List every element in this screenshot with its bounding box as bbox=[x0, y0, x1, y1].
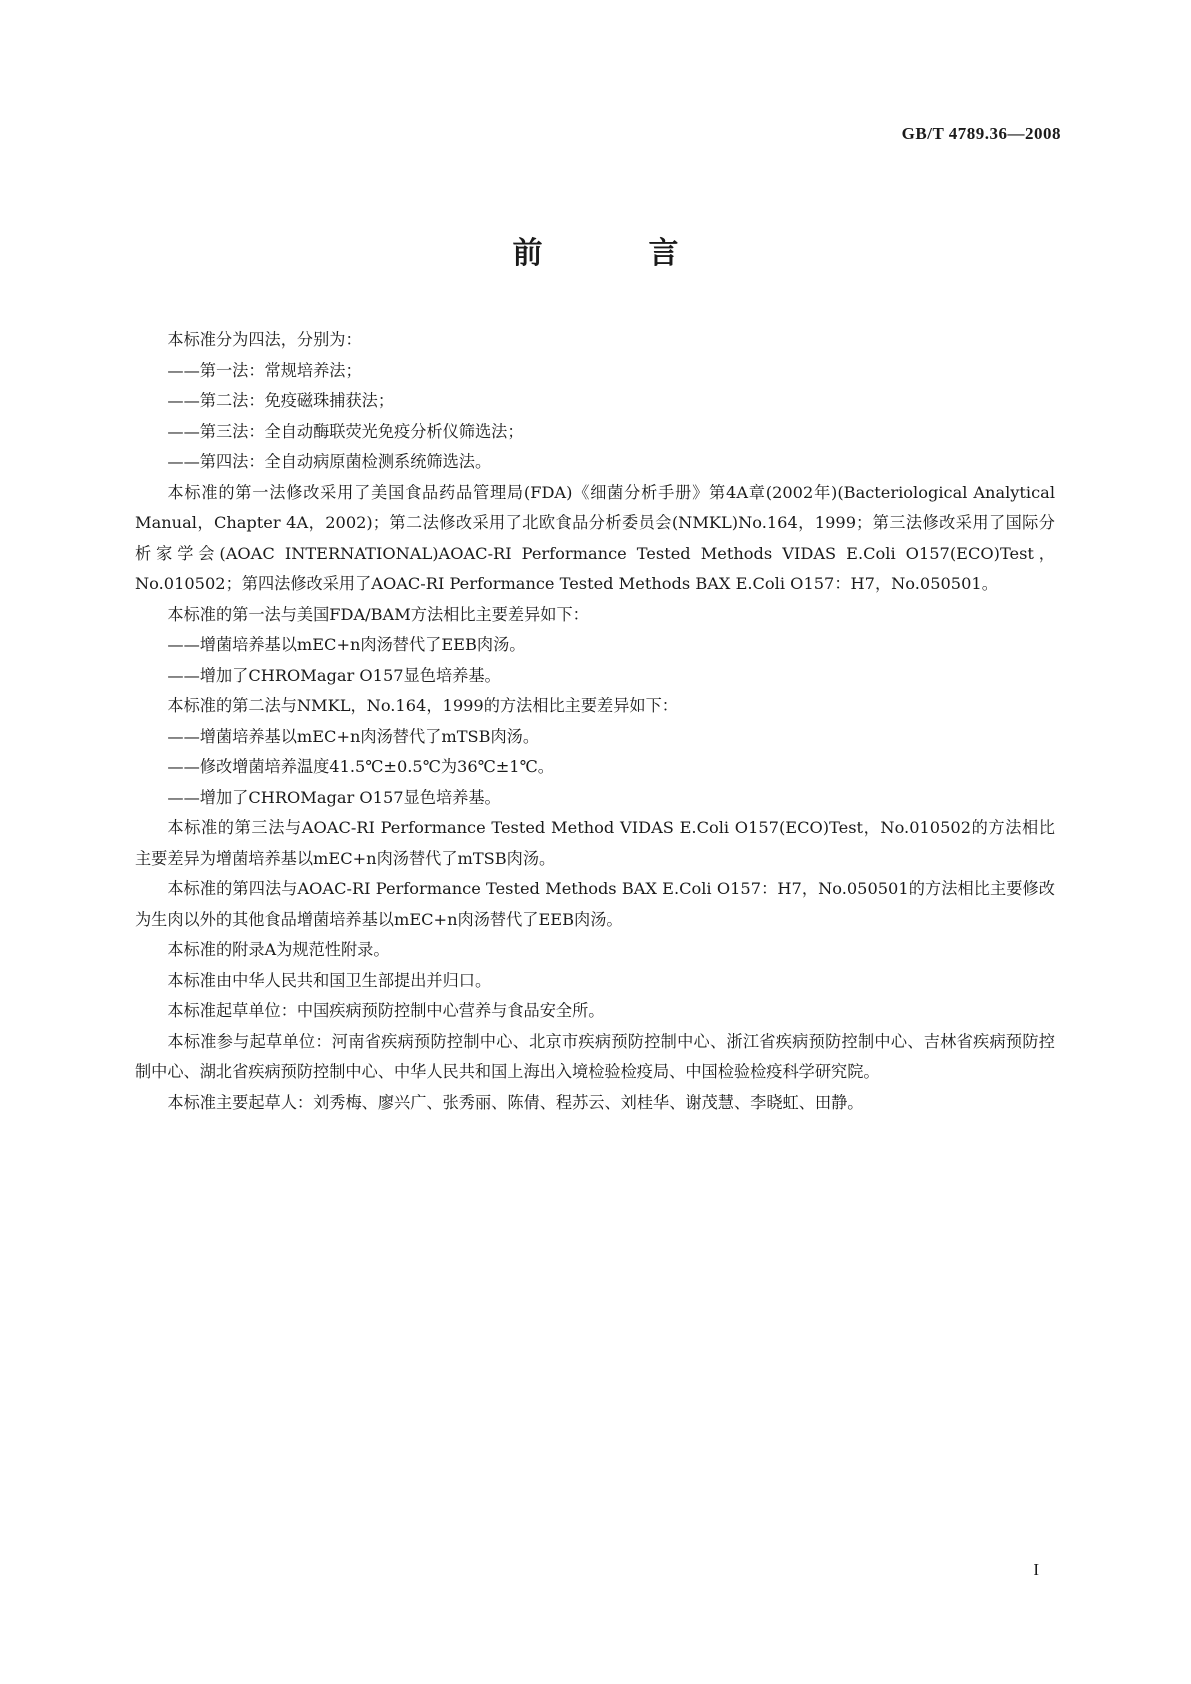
paragraph: 本标准的第四法与AOAC-RI Performance Tested Methods BAX E.Coli O157：H7，No.050501的方法相比主要修改为生肉以外的其他食品增菌培养基以mEC+n肉汤替代了EEB肉汤。 bbox=[135, 879, 1055, 929]
paragraph: 本标准参与起草单位：河南省疾病预防控制中心、北京市疾病预防控制中心、浙江省疾病预防控制中心、吉林省疾病预防控制中心、湖北省疾病预防控制中心、中华人民共和国上海出入境检验检疫局、中国检验检疫科学研究院。 bbox=[135, 1031, 1055, 1081]
document-code: GB/T 4789.36—2008 bbox=[901, 124, 1061, 143]
paragraph: 本标准由中华人民共和国卫生部提出并归口。 bbox=[167, 970, 492, 990]
paragraph: 本标准的第一法与美国FDA/BAM方法相比主要差异如下： bbox=[167, 604, 589, 624]
paragraph: 本标准分为四法，分别为： bbox=[167, 330, 362, 349]
paragraph: 本标准的第三法与AOAC-RI Performance Tested Method VIDAS E.Coli O157(ECO)Test，No.010502的方法相比主要差异为增菌培养基以mEC+n肉汤替代了mTSB肉汤。 bbox=[135, 818, 1055, 868]
paragraph: 本标准的附录A为规范性附录。 bbox=[167, 940, 390, 959]
page-number: I bbox=[1033, 1560, 1039, 1579]
list-item: ——增加了CHROMagar O157显色培养基。 bbox=[167, 665, 501, 685]
list-item: ——增菌培养基以mEC+n肉汤替代了EEB肉汤。 bbox=[167, 635, 526, 654]
list-item: ——修改增菌培养温度41.5℃±0.5℃为36℃±1℃。 bbox=[167, 757, 554, 776]
paragraph: 本标准起草单位：中国疾病预防控制中心营养与食品安全所。 bbox=[167, 1001, 605, 1020]
list-item: ——增加了CHROMagar O157显色培养基。 bbox=[167, 787, 501, 807]
paragraph: 本标准的第二法与NMKL，No.164，1999的方法相比主要差异如下： bbox=[167, 696, 678, 715]
list-item: ——第一法：常规培养法； bbox=[167, 360, 362, 380]
page-title: 前 言 bbox=[512, 236, 717, 271]
paragraph: 本标准主要起草人：刘秀梅、廖兴广、张秀丽、陈倩、程苏云、刘桂华、谢茂慧、李晓虹、田静。 bbox=[167, 1092, 864, 1112]
list-item: ——第四法：全自动病原菌检测系统筛选法。 bbox=[167, 452, 492, 471]
list-item: ——增菌培养基以mEC+n肉汤替代了mTSB肉汤。 bbox=[167, 726, 540, 746]
preface-body bbox=[135, 325, 1055, 1118]
list-item: ——第二法：免疫磁珠捕获法； bbox=[167, 391, 395, 410]
list-item: ——第三法：全自动酶联荧光免疫分析仪筛选法； bbox=[167, 421, 524, 441]
paragraph: 本标准的第一法修改采用了美国食品药品管理局(FDA)《细菌分析手册》第4A章(2002年)(Bacteriological Analytical Manual，Chapter 4A，2002)；第二法修改采用了北欧食品分析委员会(NMKL)No.164，1999；第三法修改采用了国际分析家学会(AOAC INTERNATIONAL)AOAC-RI Performance Tested Methods VIDAS E.Coli O157(ECO)Test，No.010502；第四法修改采用了AOAC-RI Performance Tested Methods BAX E.Coli O157：H7，No.050501。 bbox=[135, 482, 1055, 593]
